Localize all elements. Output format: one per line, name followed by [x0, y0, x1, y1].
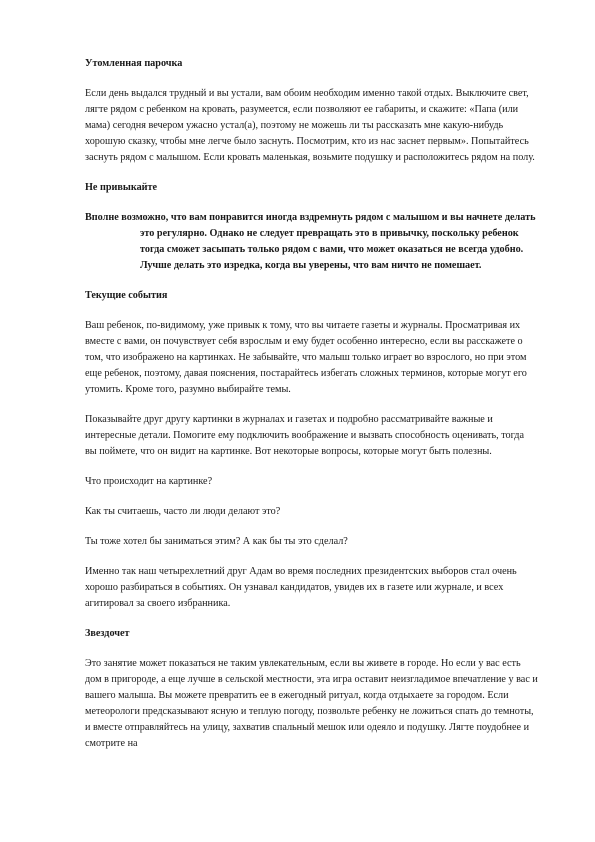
paragraph: Показывайте друг другу картинки в журналах и газетах и подробно рассматривайте важные и интересные детали. Помогите ему подключить воображение и вызвать способность оценивать, тогда вы поймете, что он видит на картинке. Вот некоторые вопросы, которые могут быть полезны.	[85, 414, 524, 457]
paragraph: Ваш ребенок, по-видимому, уже привык к тому, что вы читаете газеты и журналы. Просматривая их вместе с вами, он почувствует себя взрослым и ему будет особенно интересно, если вы расскажете о том, что изображено на картинках. Не забывайте, что малыш только играет во взрослого, но при этом еще ребенок, поэтому, давая пояснения, постарайтесь избегать сложных терминов, которые могут его утомить. Кроме того, разумно выбирайте темы.	[85, 320, 527, 395]
section-heading: Утомленная парочка	[85, 58, 183, 69]
paragraph: Вполне возможно, что вам понравится иногда вздремнуть рядом с малышом и вы начнете делать это регулярно. Однако не следует превращать это в привычку, поскольку ребенок тогда сможет засыпать только рядом с вами, что может оказаться не всегда удобно. Лучше делать это изредка, когда вы уверены, что вам ничто не помешает.	[85, 212, 536, 271]
question-line: Как ты считаешь, часто ли люди делают это?	[85, 506, 281, 517]
section-heading: Звездочет	[85, 628, 130, 639]
text-column	[85, 56, 538, 752]
paragraph: Если день выдался трудный и вы устали, вам обоим необходим именно такой отдых. Выключите свет, лягте рядом с ребенком на кровать, разумеется, если позволяют ее габариты, и скажите: «Папа (или мама) сегодня вечером ужасно устал(а), поэтому не можешь ли ты рассказать мне какую-нибудь хорошую сказку, чтобы мне легче было заснуть. Посмотрим, кто из нас заснет первым». Попытайтесь заснуть рядом с малышом. Если кровать маленькая, возьмите подушку и расположитесь рядом на полу.	[85, 88, 535, 163]
paragraph: Это занятие может показаться не таким увлекательным, если вы живете в городе. Но если у вас есть дом в пригороде, а еще лучше в сельской местности, эта игра оставит неизгладимое впечатление у вас и вашего малыша. Вы можете превратить ее в ежегодный ритуал, когда отдыхаете за городом. Если метеорологи предсказывают ясную и теплую погоду, позвольте ребенку не ложиться спать до темноты, и вместе отправляйтесь на улицу, захватив спальный мешок или одеяло и подушку. Лягте поудобнее и смотрите на	[85, 658, 538, 749]
section-heading: Текущие события	[85, 290, 168, 301]
section-heading: Не привыкайте	[85, 182, 158, 193]
question-line: Ты тоже хотел бы заниматься этим? А как бы ты это сделал?	[85, 536, 348, 547]
question-line: Что происходит на картинке?	[85, 476, 213, 487]
paragraph: Именно так наш четырехлетний друг Адам во время последних президентских выборов стал очень хорошо разбираться в событиях. Он узнавал кандидатов, увидев их в газете или журнале, и всех агитировал за своего избранника.	[85, 566, 517, 609]
